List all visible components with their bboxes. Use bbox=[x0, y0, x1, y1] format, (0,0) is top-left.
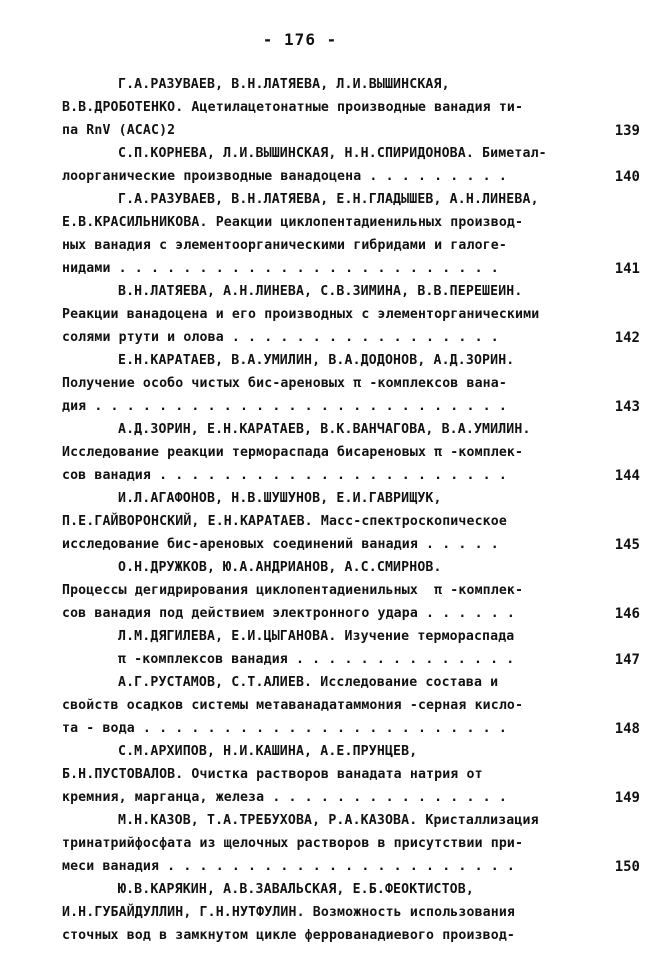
entry-line: Е.Н.КАРАТАЕВ, В.А.УМИЛИН, В.А.ДОДОНОВ, А.Д.ЗОРИН. bbox=[118, 353, 515, 368]
entry-line: дия . . . . . . . . . . . . . . . . . . . . . . . . . . bbox=[62, 399, 507, 414]
entry-line: И.Л.АГАФОНОВ, Н.В.ШУШУНОВ, Е.И.ГАВРИЩУК, bbox=[118, 491, 442, 506]
page-number: - 176 - bbox=[262, 30, 338, 49]
entry-line: А.Д.ЗОРИН, Е.Н.КАРАТАЕВ, В.К.ВАНЧАГОВА, В.А.УМИЛИН. bbox=[118, 422, 531, 437]
entry-line: И.Н.ГУБАЙДУЛЛИН, Г.Н.НУТФУЛИН. Возможность использования bbox=[62, 905, 516, 920]
entry-line: лоорганические производные ванадоцена . . . . . . . . . bbox=[62, 169, 507, 184]
entry-line: сов ванадия . . . . . . . . . . . . . . . . . . . . . . bbox=[62, 468, 507, 483]
entry-line: В.Н.ЛАТЯЕВА, А.Н.ЛИНЕВА, С.В.ЗИМИНА, В.В.ПЕРЕШЕИН. bbox=[118, 284, 523, 299]
entry-page-number: 145 bbox=[614, 537, 640, 553]
entry-page-number: 147 bbox=[614, 652, 640, 668]
entry-line: С.М.АРХИПОВ, Н.И.КАШИНА, А.Е.ПРУНЦЕВ, bbox=[118, 744, 418, 759]
entry-line: Процессы дегидрирования циклопентадиенильных π -комплек- bbox=[62, 583, 524, 598]
entry-line: Л.М.ДЯГИЛЕВА, Е.И.ЦЫГАНОВА. Изучение термораспада bbox=[118, 629, 515, 644]
entry-page-number: 149 bbox=[614, 790, 640, 806]
entry-line: сов ванадия под действием электронного удара . . . . . . bbox=[62, 606, 516, 621]
entry-line: Реакции ванадоцена и его производных с элементорганическими bbox=[62, 307, 540, 322]
entry-page-number: 140 bbox=[614, 169, 640, 185]
entry-line: та - вода . . . . . . . . . . . . . . . . . . . . . . . bbox=[62, 721, 507, 736]
entry-line: нидами . . . . . . . . . . . . . . . . . . . . . . . . bbox=[62, 261, 499, 276]
entry-line: па RnV (АСАС)2 bbox=[62, 123, 176, 138]
entry-line: Ю.В.КАРЯКИН, А.В.ЗАВАЛЬСКАЯ, Е.Б.ФЕОКТИСТОВ, bbox=[118, 882, 474, 897]
entry-line: солями ртути и олова . . . . . . . . . . . . . . . . . bbox=[62, 330, 499, 345]
entry-line: Получение особо чистых бис-ареновых π -комплексов вана- bbox=[62, 376, 507, 391]
entry-line: М.Н.КАЗОВ, Т.А.ТРЕБУХОВА, Р.А.КАЗОВА. Кристаллизация bbox=[118, 813, 539, 828]
entry-page-number: 141 bbox=[614, 261, 640, 277]
entry-page-number: 146 bbox=[614, 606, 640, 622]
entry-line: свойств осадков системы метаванадатаммония -серная кисло- bbox=[62, 698, 524, 713]
entry-line: А.Г.РУСТАМОВ, С.Т.АЛИЕВ. Исследование состава и bbox=[118, 675, 499, 690]
entry-line: Исследование реакции термораспада бисареновых π -комплек- bbox=[62, 445, 524, 460]
entry-line: О.Н.ДРУЖКОВ, Ю.А.АНДРИАНОВ, А.С.СМИРНОВ. bbox=[118, 560, 442, 575]
entry-line: Б.Н.ПУСТОВАЛОВ. Очистка растворов ванадата натрия от bbox=[62, 767, 483, 782]
entry-line: кремния, марганца, железа . . . . . . . . . . . . . . . bbox=[62, 790, 507, 805]
entry-page-number: 139 bbox=[614, 123, 640, 139]
entry-line: ных ванадия с элементоорганическими гибридами и галоге- bbox=[62, 238, 507, 253]
entry-line: В.В.ДРОБОТЕНКО. Ацетилацетонатные производные ванадия ти- bbox=[62, 100, 524, 115]
entry-page-number: 150 bbox=[614, 859, 640, 875]
entry-line: Г.А.РАЗУВАЕВ, В.Н.ЛАТЯЕВА, Л.И.ВЫШИНСКАЯ, bbox=[118, 77, 450, 92]
entry-page-number: 143 bbox=[614, 399, 640, 415]
entry-line: меси ванадия . . . . . . . . . . . . . . . . . . . . . . bbox=[62, 859, 516, 874]
entry-line: Е.В.КРАСИЛЬНИКОВА. Реакции циклопентадиенильных производ- bbox=[62, 215, 524, 230]
entry-page-number: 144 bbox=[614, 468, 640, 484]
entry-line: П.Е.ГАЙВОРОНСКИЙ, Е.Н.КАРАТАЕВ. Масс-спектроскопическое bbox=[62, 514, 507, 529]
entry-line: исследование бис-ареновых соединений ванадия . . . . . bbox=[62, 537, 499, 552]
entry-page-number: 142 bbox=[614, 330, 640, 346]
entry-line: тринатрийфосфата из щелочных растворов в присутствии при- bbox=[62, 836, 524, 851]
entry-line: С.П.КОРНЕВА, Л.И.ВЫШИНСКАЯ, Н.Н.СПИРИДОНОВА. Биметал- bbox=[118, 146, 547, 161]
entry-line: Г.А.РАЗУВАЕВ, В.Н.ЛАТЯЕВА, Е.Н.ГЛАДЫШЕВ, А.Н.ЛИНЕВА, bbox=[118, 192, 539, 207]
entry-line: π -комплексов ванадия . . . . . . . . . . . . . . bbox=[118, 652, 515, 667]
entry-line: сточных вод в замкнутом цикле феррованадиевого производ- bbox=[62, 928, 516, 943]
entry-page-number: 148 bbox=[614, 721, 640, 737]
